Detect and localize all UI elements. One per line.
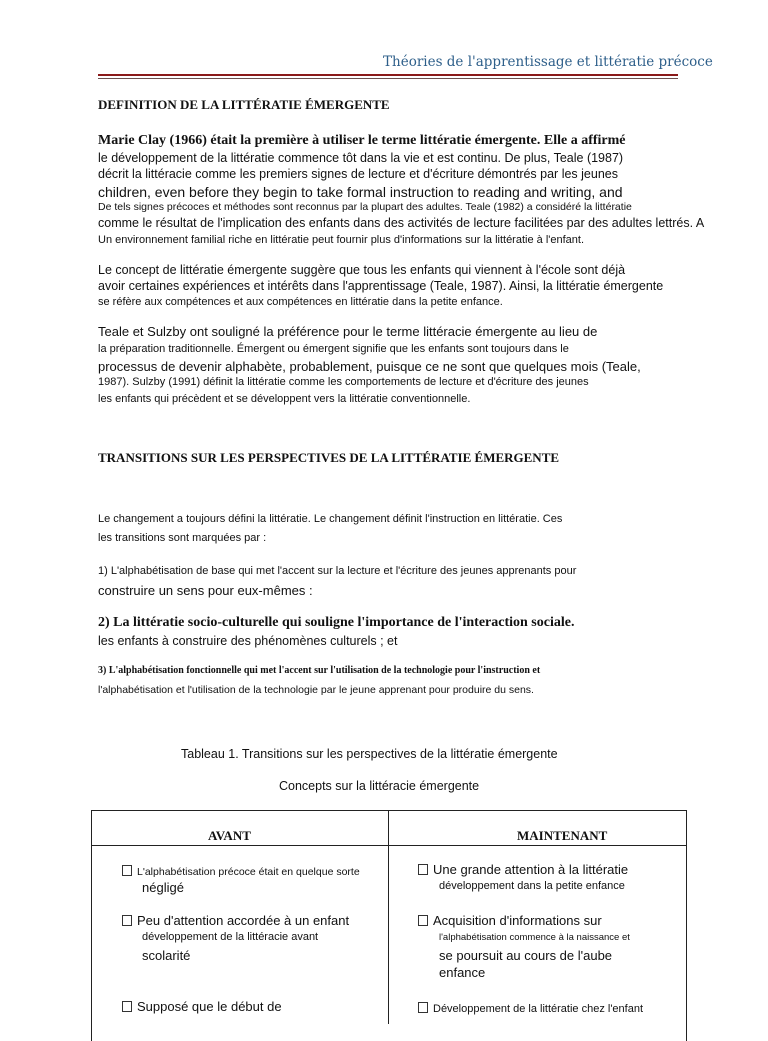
table-cell-line: négligé [142,880,184,895]
paragraph-line: Teale et Sulzby ont souligné la préférence pour le terme littéracie émergente au lieu de [98,324,598,339]
table-cell-line: l'alphabétisation commence à la naissance et [439,932,630,943]
checkbox-icon [122,865,132,876]
table-cell-line: Acquisition d'informations sur [418,913,602,928]
page-header-title: Théories de l'apprentissage et littératie précoce [383,54,713,70]
paragraph-line: décrit la littéracie comme les premiers signes de lecture et d'écriture démontrés par les jeunes [98,167,618,181]
table-caption: Tableau 1. Transitions sur les perspectives de la littératie émergente [181,747,558,761]
table-cell-line: L'alphabétisation précoce était en quelque sorte [122,865,360,878]
paragraph-line: avoir certaines expériences et intérêts dans l'apprentissage (Teale, 1987). Ainsi, la littératie émergente [98,279,664,293]
paragraph-line: le développement de la littératie commence tôt dans la vie et est continu. De plus, Teale (1987) [98,151,624,165]
table-cell-line: Supposé que le début de [122,999,282,1014]
paragraph-line: 1987). Sulzby (1991) définit la littératie comme les comportements de lecture et d'écriture des jeunes [98,376,589,388]
paragraph-line: Le concept de littératie émergente suggère que tous les enfants qui viennent à l'école sont déjà [98,263,626,277]
paragraph-line: comme le résultat de l'implication des enfants dans des activités de lecture facilitées par des adultes lettrés. A [98,216,705,230]
table-cell-line: scolarité [142,948,191,963]
table-subcaption: Concepts sur la littéracie émergente [279,779,480,793]
list-item-line: les enfants à construire des phénomènes culturels ; et [98,634,398,648]
list-item-line: 1) L'alphabétisation de base qui met l'accent sur la lecture et l'écriture des jeunes apprenants pour [98,565,577,577]
table-cell-line: Une grande attention à la littératie [418,862,628,877]
paragraph-line: se réfère aux compétences et aux compétences en littératie dans la petite enfance. [98,296,503,308]
section-heading-transitions: TRANSITIONS SUR LES PERSPECTIVES DE LA LITTÉRATIE ÉMERGENTE [98,450,560,465]
table-cell-line: Développement de la littératie chez l'enfant [418,1002,643,1015]
table-header-maintenant: MAINTENANT [517,828,608,843]
paragraph-line: Le changement a toujours défini la littératie. Le changement définit l'instruction en littératie. Ces [98,513,563,525]
checkbox-icon [122,915,132,926]
paragraph-line: les transitions sont marquées par : [98,532,267,544]
table-column-divider [388,810,389,1024]
header-rule-top [98,74,678,76]
paragraph-line: processus de devenir alphabète, probablement, puisque ce ne sont que quelques mois (Teale, [98,359,641,374]
paragraph-line: les enfants qui précèdent et se développent vers la littératie conventionnelle. [98,393,471,405]
list-item-line: l'alphabétisation et l'utilisation de la technologie par le jeune apprenant pour produire du sens. [98,684,534,696]
table-cell-line: développement dans la petite enfance [439,880,625,892]
table-header-avant: AVANT [208,828,251,843]
list-item-line: 2) La littératie socio-culturelle qui souligne l'importance de l'interaction sociale. [98,615,575,630]
paragraph-line: children, even before they begin to take formal instruction to reading and writing, and [98,184,623,200]
table-cell-line: développement de la littéracie avant [142,931,319,943]
table-cell-line: se poursuit au cours de l'aube [439,948,613,963]
checkbox-icon [122,1001,132,1012]
checkbox-icon [418,864,428,875]
list-item-line: construire un sens pour eux-mêmes : [98,583,313,598]
paragraph-line: Un environnement familial riche en littératie peut fournir plus d'informations sur la littératie à l'enfant. [98,234,584,246]
paragraph-line: Marie Clay (1966) était la première à utiliser le terme littératie émergente. Elle a affirmé [98,133,626,148]
checkbox-icon [418,915,428,926]
list-item-line: 3) L'alphabétisation fonctionnelle qui met l'accent sur l'utilisation de la technologie pour l'instruction et [98,665,541,676]
section-heading-definition: DEFINITION DE LA LITTÉRATIE ÉMERGENTE [98,97,390,112]
table-cell-line: enfance [439,965,486,980]
table-cell-line: Peu d'attention accordée à un enfant [122,913,349,928]
checkbox-icon [418,1002,428,1013]
table-header-rule [91,845,686,846]
paragraph-line: De tels signes précoces et méthodes sont reconnus par la plupart des adultes. Teale (1982) a considéré la littératie [98,201,632,213]
header-rule-bottom [98,78,678,79]
paragraph-line: la préparation traditionnelle. Émergent ou émergent signifie que les enfants sont toujours dans le [98,343,569,355]
